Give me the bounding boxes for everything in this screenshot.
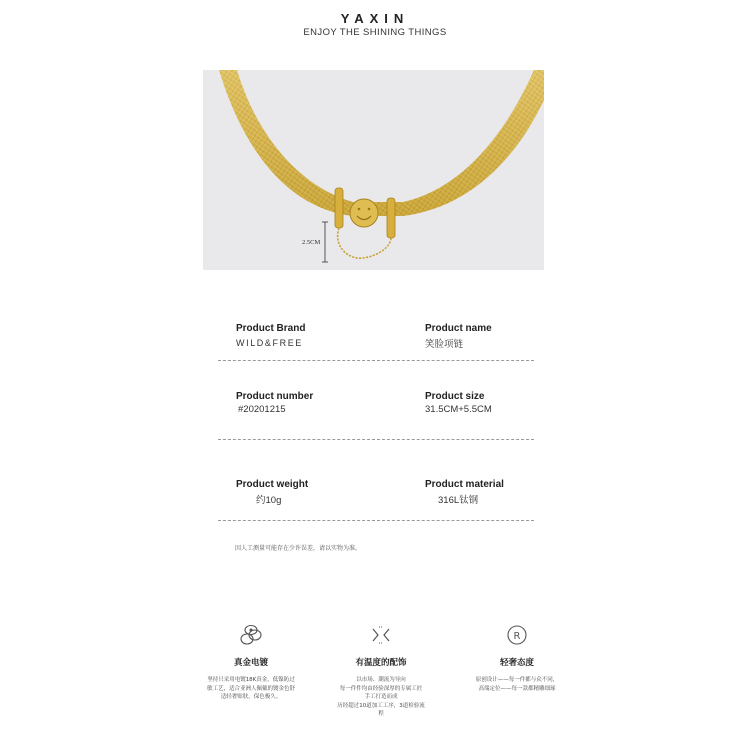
measurement-note: 因人工测量可能存在少许误差，请以实物为准。 xyxy=(235,545,362,552)
feature-desc: 坚持只采用电镀18K真金，低镍防过 敏工艺，适合亚洲人佩戴的镀金色舒 适轻奢贴肤，保色极久。 xyxy=(206,677,295,700)
spec-value-weight: 约10g xyxy=(256,495,282,506)
spec-label-material: Product material xyxy=(425,479,504,490)
brand-tagline: ENJOY THE SHINING THINGS xyxy=(303,27,447,38)
feature-title: 真金电镀 xyxy=(233,658,268,668)
feature-warm-accessory xyxy=(316,624,446,719)
spec-value-material: 316L钛钢 xyxy=(438,495,479,506)
feature-gold-plating xyxy=(186,624,316,702)
chevrons-icon xyxy=(316,624,446,650)
product-photo xyxy=(203,70,544,270)
feature-desc: 原创设计——每一件都与众不同， 高端定位——每一款都精雕细琢 xyxy=(475,677,559,692)
brand-logo: YAXIN xyxy=(340,11,410,26)
spec-value-brand: WILD&FREE xyxy=(236,338,303,348)
feature-light-luxury xyxy=(452,624,582,693)
clasp-bar-right xyxy=(387,198,395,238)
registered-icon xyxy=(452,624,582,650)
feature-title: 轻奢态度 xyxy=(499,658,534,668)
svg-text:R: R xyxy=(513,631,521,642)
divider xyxy=(218,520,534,521)
spec-value-size: 31.5CM+5.5CM xyxy=(425,404,492,415)
feature-desc: 以市场、潮流为导向 每一件件均由经验深厚的专属工匠 手工打造而成 历经超过10道加工工序，3道检验流 程 xyxy=(337,677,425,717)
clasp-bar-left xyxy=(335,188,343,228)
spec-label-name: Product name xyxy=(425,323,492,334)
spec-label-weight: Product weight xyxy=(236,479,309,490)
coins-icon xyxy=(186,624,316,650)
spec-label-brand: Product Brand xyxy=(236,323,306,334)
spec-value-name: 笑脸项链 xyxy=(425,339,464,350)
divider xyxy=(218,439,534,440)
divider xyxy=(218,360,534,361)
spec-label-size: Product size xyxy=(425,391,485,402)
smiley-charm xyxy=(350,199,378,227)
dimension-label: 2.5CM xyxy=(302,239,321,246)
spec-value-number: #20201215 xyxy=(238,404,286,415)
spec-label-number: Product number xyxy=(236,391,314,402)
feature-title: 有温度的配饰 xyxy=(355,658,407,668)
